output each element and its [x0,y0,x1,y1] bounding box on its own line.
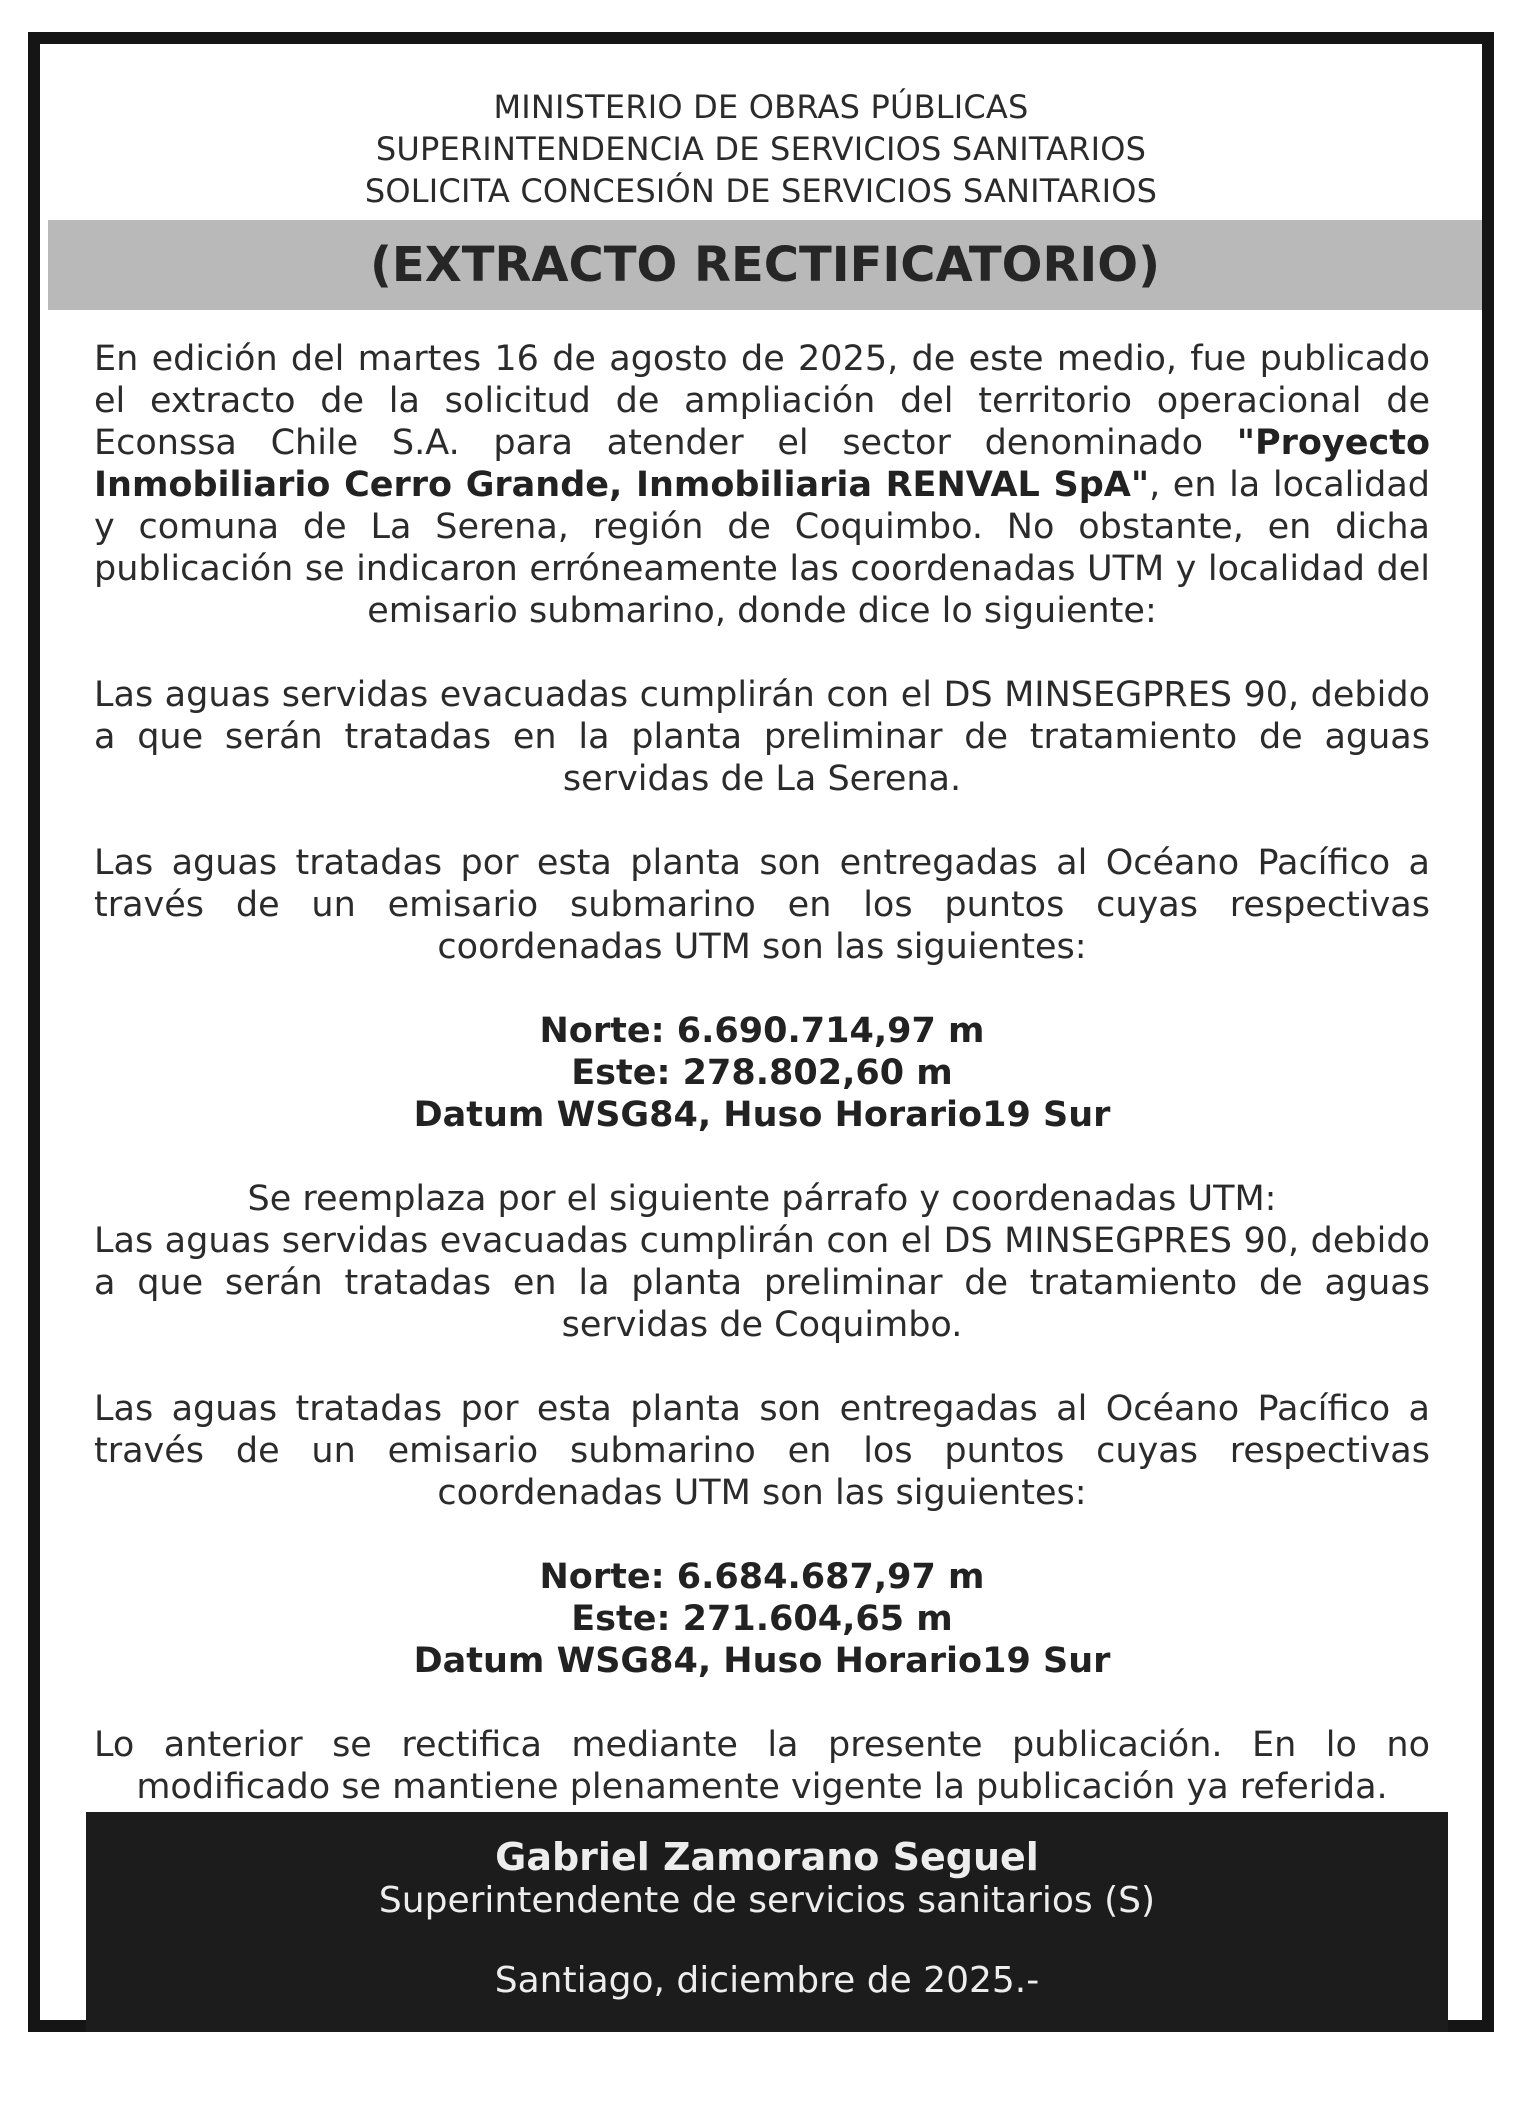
notice-frame [28,32,1494,2032]
original-este: Este: 278.802,60 m [571,1053,953,1093]
replacement-norte: Norte: 6.684.687,97 m [539,1557,985,1597]
original-paragraph-2: Las aguas tratadas por esta planta son entregadas al Océano Pacífico a través de un emisario submarino en los puntos cuyas respectivas coordenadas UTM son las siguientes: [94,843,1430,967]
intro-paragraph [94,338,1430,632]
notice-header [40,86,1482,212]
intro-text-start: En edición del martes 16 de agosto de 2025, de este medio, fue publicado el extracto de la solicitud de ampliación del territorio operacional de Econssa Chile S.A. para atender el sector denominado [94,339,1430,463]
replacement-intro: Se reemplaza por el siguiente párrafo y coordenadas UTM: [247,1179,1277,1219]
project-name: "Proyecto Inmobiliario Cerro Grande, Inmobiliaria RENVAL SpA" [94,423,1430,505]
original-datum: Datum WSG84, Huso Horario19 Sur [413,1095,1111,1135]
replacement-paragraph-1: Las aguas servidas evacuadas cumplirán con el DS MINSEGPRES 90, debido a que serán tratadas en la planta preliminar de tratamiento de aguas servidas de Coquimbo. [94,1221,1430,1345]
replacement-paragraph-2: Las aguas tratadas por esta planta son entregadas al Océano Pacífico a través de un emisario submarino en los puntos cuyas respectivas coordenadas UTM son las siguientes: [94,1389,1430,1513]
title-bar [48,220,1482,310]
original-coordinates [94,1010,1430,1136]
replacement-coordinates [94,1556,1430,1682]
intro-text-end: , en la localidad y comuna de La Serena, región de Coquimbo. No obstante, en dicha publicación se indicaron erróneamente las coordenadas UTM y localidad del emisario submarino, donde dice lo siguiente: [94,465,1430,631]
header-ministry: MINISTERIO DE OBRAS PÚBLICAS [493,88,1029,126]
signatory-role: Superintendente de servicios sanitarios (S) [378,1880,1156,1921]
header-request: SOLICITA CONCESIÓN DE SERVICIOS SANITARIOS [364,172,1158,210]
closing-paragraph: Lo anterior se rectifica mediante la presente publicación. En lo no modificado se mantiene plenamente vigente la publicación ya referida. [94,1725,1430,1807]
replacement-este: Este: 271.604,65 m [571,1599,953,1639]
signature-block [86,1812,1448,2032]
header-superintendency: SUPERINTENDENCIA DE SERVICIOS SANITARIOS [375,130,1147,168]
signatory-name: Gabriel Zamorano Seguel [495,1835,1039,1879]
original-norte: Norte: 6.690.714,97 m [539,1011,985,1051]
replacement-datum: Datum WSG84, Huso Horario19 Sur [413,1641,1111,1681]
original-paragraph-1: Las aguas servidas evacuadas cumplirán con el DS MINSEGPRES 90, debido a que serán tratadas en la planta preliminar de tratamiento de aguas servidas de La Serena. [94,675,1430,799]
notice-body [94,338,1430,1808]
place-date: Santiago, diciembre de 2025.- [494,1960,1040,2001]
notice-title: (EXTRACTO RECTIFICATORIO) [369,237,1161,293]
